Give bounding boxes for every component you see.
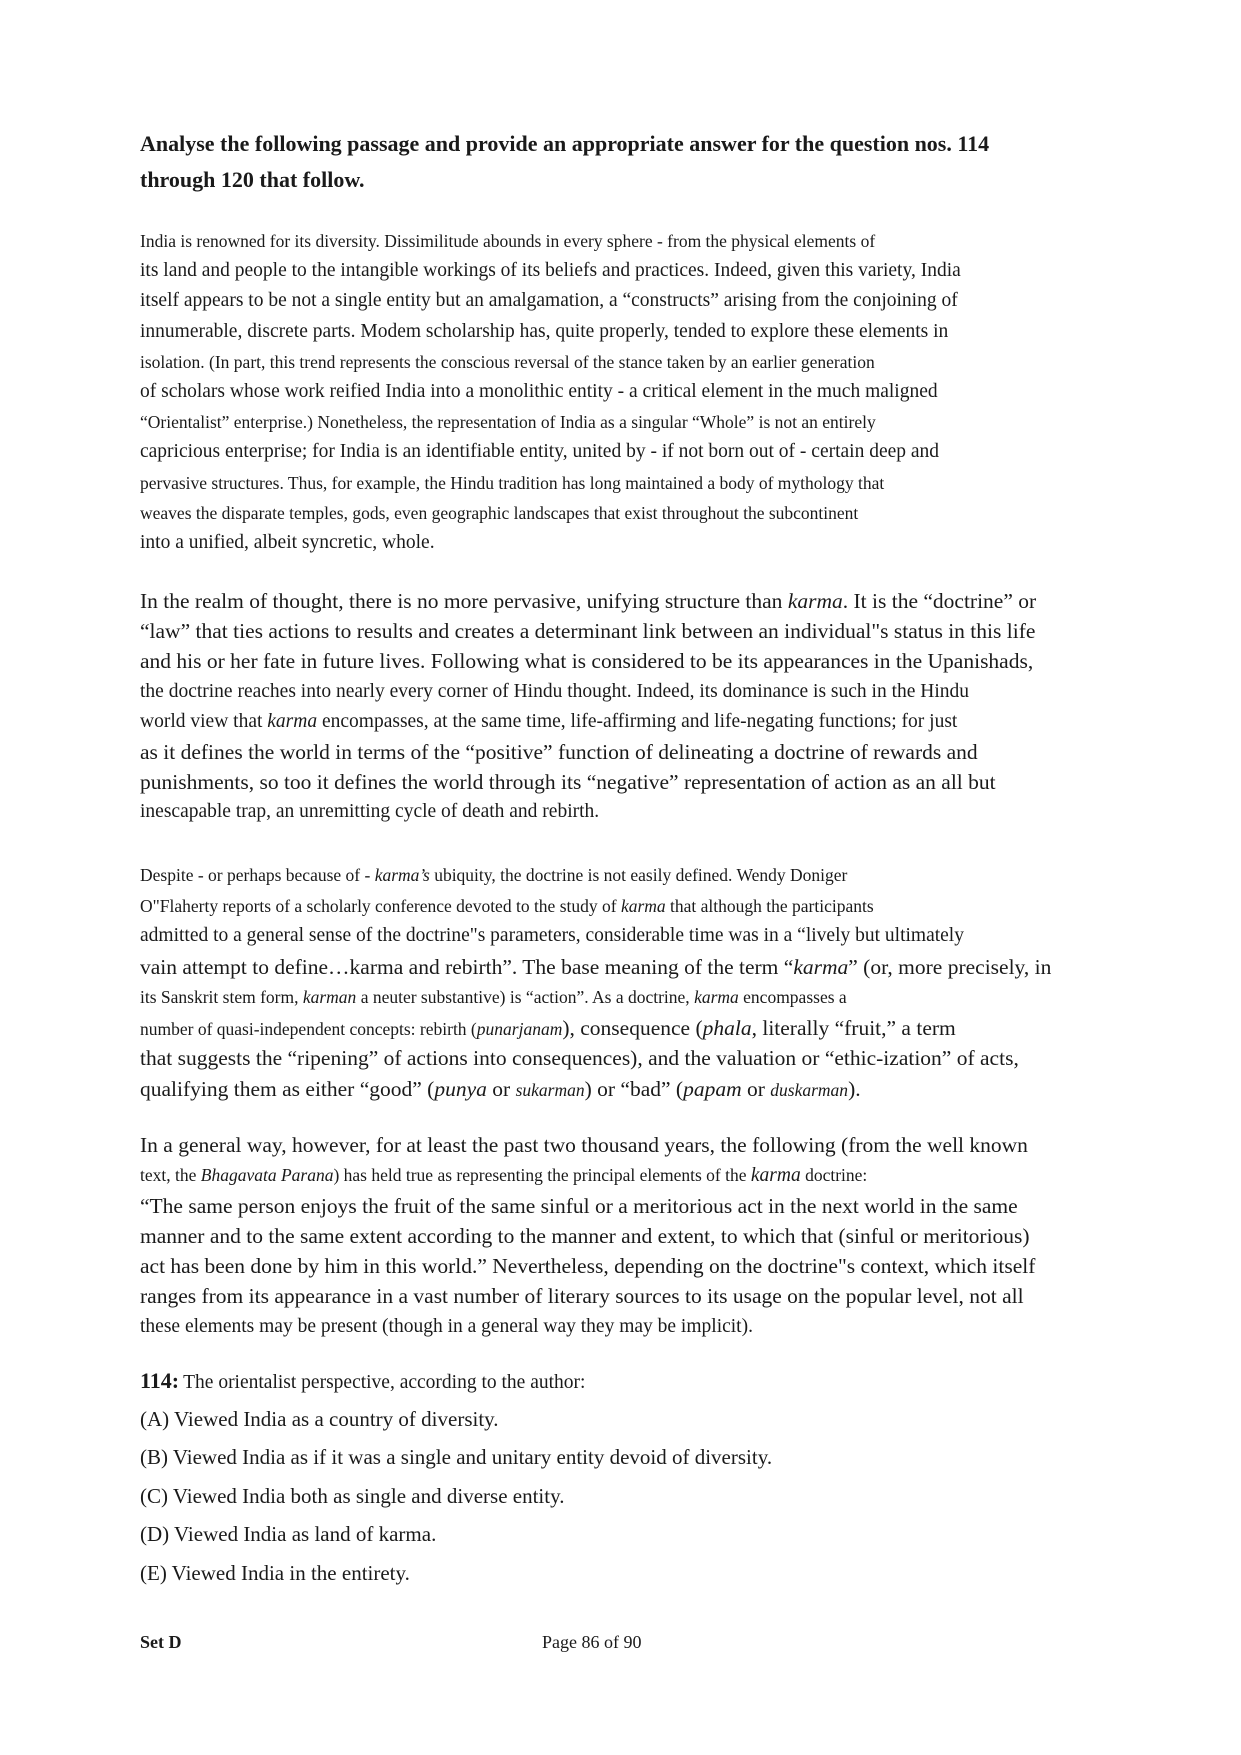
question-114 (140, 1362, 1190, 1592)
text-run: Despite - or perhaps because of - (140, 865, 375, 885)
passage-line (140, 1074, 1190, 1105)
page-number: Page 86 of 90 (542, 1632, 642, 1652)
text-run: or (741, 1076, 771, 1101)
text-run: its Sanskrit stem form, (140, 987, 303, 1007)
passage-line (140, 952, 1190, 983)
answer-option-b[interactable]: (B) Viewed India as if it was a single and unitary entity devoid of diversity. (140, 1445, 773, 1470)
passage-line: as it defines the world in terms of the “positive” function of delineating a doctrine of rewards and (140, 739, 978, 764)
text-run: . It is the “doctrine” or (842, 589, 1037, 613)
passage-line (140, 707, 1190, 737)
passage-line (140, 1160, 1190, 1190)
passage-line: capricious enterprise; for India is an identifiable entity, united by - if not born out of - certain deep and (140, 441, 940, 463)
italic-term: papam (683, 1076, 742, 1101)
question-text: The orientalist perspective, according to the author: (183, 1372, 586, 1393)
passage-line: that suggests the “ripening” of actions into consequences), and the valuation or “ethic-ization” of acts, (140, 1046, 1019, 1070)
italic-term: punarjanam (476, 1018, 563, 1039)
passage-line (140, 586, 1190, 616)
text-run: ubiquity, the doctrine is not easily defined. Wendy Doniger (429, 865, 848, 885)
passage-line: its land and people to the intangible workings of its beliefs and practices. Indeed, given this variety, India (140, 260, 961, 282)
answer-option-e[interactable]: (E) Viewed India in the entirety. (140, 1560, 410, 1585)
italic-term: karman (302, 987, 357, 1007)
passage-line: In a general way, however, for at least the past two thousand years, the following (from the well known (140, 1133, 1028, 1157)
text-run: encompasses, at the same time, life-affirming and life-negating functions; for just (317, 710, 958, 732)
italic-term: phala (702, 1015, 752, 1040)
text-run: ). (848, 1076, 861, 1101)
heading-line: through 120 that follow. (140, 167, 365, 192)
text-run: ) has held true as representing the principal elements of the (333, 1165, 751, 1186)
passage-line: pervasive structures. Thus, for example, the Hindu tradition has long maintained a body of mythology that (140, 472, 885, 493)
passage-line: punishments, so too it defines the world through its “negative” representation of action as an all but (140, 770, 996, 795)
italic-term: sukarman (515, 1079, 585, 1100)
answer-option-d[interactable]: (D) Viewed India as land of karma. (140, 1522, 437, 1547)
passage-line: weaves the disparate temples, gods, even geographic landscapes that exist throughout the subcontinent (140, 502, 859, 523)
passage-paragraph-2 (140, 586, 1190, 828)
passage-instructions-heading (140, 126, 1140, 198)
passage-line: itself appears to be not a single entity but an amalgamation, a “constructs” arising from the conjoining of (140, 290, 958, 312)
italic-term: karma’s (374, 865, 430, 885)
passage-line: inescapable trap, an unremitting cycle of death and rebirth. (140, 801, 600, 823)
answer-option-a[interactable]: (A) Viewed India as a country of diversity. (140, 1407, 499, 1431)
passage-line (140, 982, 1190, 1013)
passage-line: into a unified, albeit syncretic, whole. (140, 531, 435, 553)
italic-term: karma (694, 987, 739, 1007)
italic-term: karma (793, 954, 849, 979)
text-run: ), consequence ( (562, 1015, 703, 1040)
text-run: a neuter substantive) is “action”. As a doctrine, (356, 987, 695, 1007)
passage-line: “law” that ties actions to results and creates a determinant link between an individual"s status in this life (140, 619, 1036, 644)
text-run: text, the (140, 1165, 201, 1186)
text-run: encompasses a (738, 987, 847, 1007)
answer-option-c[interactable]: (C) Viewed India both as single and diverse entity. (140, 1483, 565, 1508)
text-run: that although the participants (665, 895, 874, 916)
set-label: Set D (140, 1632, 182, 1652)
passage-line: manner and to the same extent according to the manner and extent, to which that (sinful or meritorious) (140, 1223, 1030, 1248)
passage-paragraph-3 (140, 860, 1190, 1104)
text-run: or (486, 1076, 516, 1101)
italic-term: duskarman (770, 1079, 849, 1100)
passage-line: isolation. (In part, this trend represents the conscious reversal of the stance taken by an earlier generation (140, 351, 875, 372)
text-run: number of quasi-independent concepts: rebirth ( (140, 1018, 477, 1039)
passage-line: India is renowned for its diversity. Dissimilitude abounds in every sphere - from the physical elements of (140, 231, 876, 251)
text-run: , literally “fruit,” a term (751, 1015, 956, 1040)
text-run: vain attempt to define…karma and rebirth”. The base meaning of the term “ (140, 954, 794, 979)
text-run: doctrine: (800, 1165, 868, 1186)
passage-line: of scholars whose work reified India into a monolithic entity - a critical element in the much maligned (140, 380, 938, 402)
passage-line: the doctrine reaches into nearly every corner of Hindu thought. Indeed, its dominance is such in the Hindu (140, 680, 970, 702)
text-run: qualifying them as either “good” ( (140, 1076, 435, 1101)
passage-line: ranges from its appearance in a vast number of literary sources to its usage on the popular level, not all (140, 1284, 1024, 1309)
italic-term: karma (267, 710, 318, 732)
text-run: world view that (140, 710, 268, 732)
question-stem (140, 1362, 1190, 1400)
italic-term: karma (620, 895, 666, 916)
text-run: ” (or, more precisely, in (848, 954, 1052, 979)
italic-term: karma (750, 1165, 801, 1187)
passage-line: these elements may be present (though in a general way they may be implicit). (140, 1315, 753, 1337)
passage-line: “The same person enjoys the fruit of the same sinful or a meritorious act in the next world in the same (140, 1193, 1018, 1218)
passage-line: act has been done by him in this world.” Nevertheless, depending on the doctrine"s context, which itself (140, 1254, 1036, 1279)
passage-line: innumerable, discrete parts. Modem scholarship has, quite properly, tended to explore these elements in (140, 320, 949, 342)
text-run: In the realm of thought, there is no more pervasive, unifying structure than (140, 589, 788, 613)
heading-line: Analyse the following passage and provide an appropriate answer for the question nos. 114 (140, 131, 990, 156)
passage-paragraph-4 (140, 1130, 1190, 1342)
passage-line: admitted to a general sense of the doctrine"s parameters, considerable time was in a “lively but ultimately (140, 925, 964, 946)
passage-line: “Orientalist” enterprise.) Nonetheless, the representation of India as a singular “Whole” is not an entirely (140, 412, 876, 433)
italic-term: karma (787, 589, 843, 613)
passage-line (140, 1013, 1190, 1044)
page-footer (140, 1632, 1190, 1662)
text-run: O"Flaherty reports of a scholarly conference devoted to the study of (140, 895, 621, 916)
passage-line (140, 891, 1190, 922)
italic-term: punya (434, 1076, 487, 1101)
question-number: 114: (140, 1368, 180, 1393)
italic-term: Bhagavata Parana (200, 1165, 334, 1186)
passage-paragraph-1 (140, 226, 1190, 558)
text-run: ) or “bad” ( (584, 1076, 684, 1101)
passage-line: and his or her fate in future lives. Following what is considered to be its appearances in the Upanishads, (140, 649, 1034, 674)
passage-line (140, 860, 1190, 891)
